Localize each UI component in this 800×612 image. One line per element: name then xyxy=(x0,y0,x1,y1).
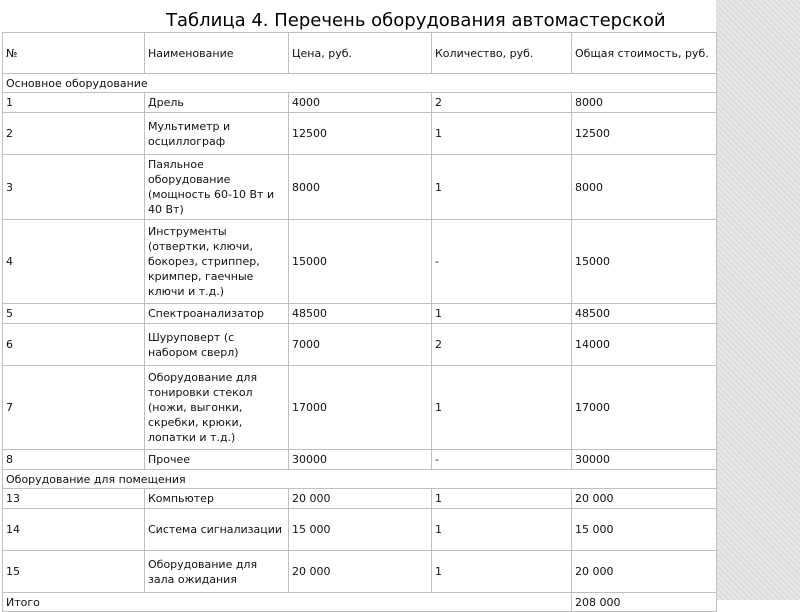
cell-price: 12500 xyxy=(289,113,432,155)
cell-price: 20 000 xyxy=(289,489,432,509)
table-row xyxy=(3,220,717,304)
cell-name: Оборудование для зала ожидания xyxy=(145,551,289,593)
cell-number: 1 xyxy=(3,93,145,113)
cell-quantity: 1 xyxy=(432,551,572,593)
cell-number: 6 xyxy=(3,324,145,366)
cell-number: 7 xyxy=(3,366,145,450)
table-row xyxy=(3,113,717,155)
cell-price: 48500 xyxy=(289,304,432,324)
total-row xyxy=(3,593,717,612)
cell-number: 3 xyxy=(3,155,145,220)
cell-quantity: - xyxy=(432,220,572,304)
side-decoration xyxy=(716,0,800,600)
cell-name: Мультиметр и осциллограф xyxy=(145,113,289,155)
cell-total: 17000 xyxy=(572,366,717,450)
cell-number: 8 xyxy=(3,450,145,470)
cell-name: Компьютер xyxy=(145,489,289,509)
cell-name: Дрель xyxy=(145,93,289,113)
cell-price: 8000 xyxy=(289,155,432,220)
cell-total: 20 000 xyxy=(572,551,717,593)
cell-total: 8000 xyxy=(572,155,717,220)
table-row xyxy=(3,551,717,593)
cell-name: Спектроанализатор xyxy=(145,304,289,324)
cell-total: 8000 xyxy=(572,93,717,113)
table-row xyxy=(3,509,717,551)
section-label-main: Основное оборудование xyxy=(3,74,717,93)
cell-number: 4 xyxy=(3,220,145,304)
cell-total: 14000 xyxy=(572,324,717,366)
cell-number: 15 xyxy=(3,551,145,593)
cell-number: 2 xyxy=(3,113,145,155)
cell-total: 12500 xyxy=(572,113,717,155)
cell-total: 48500 xyxy=(572,304,717,324)
cell-price: 15 000 xyxy=(289,509,432,551)
cell-name: Шуруповерт (с набором сверл) xyxy=(145,324,289,366)
table-row xyxy=(3,324,717,366)
section-label-room: Оборудование для помещения xyxy=(3,470,717,489)
cell-price: 7000 xyxy=(289,324,432,366)
section-row-room xyxy=(3,470,717,489)
cell-price: 20 000 xyxy=(289,551,432,593)
cell-quantity: 1 xyxy=(432,489,572,509)
cell-number: 13 xyxy=(3,489,145,509)
cell-quantity: 1 xyxy=(432,366,572,450)
cell-price: 30000 xyxy=(289,450,432,470)
header-cell-price: Цена, руб. xyxy=(289,33,432,74)
table-header-row xyxy=(3,33,717,74)
cell-total: 15000 xyxy=(572,220,717,304)
total-label: Итого xyxy=(3,593,572,612)
cell-quantity: 2 xyxy=(432,93,572,113)
cell-total: 20 000 xyxy=(572,489,717,509)
cell-quantity: 1 xyxy=(432,113,572,155)
equipment-table xyxy=(2,32,717,612)
cell-price: 4000 xyxy=(289,93,432,113)
header-cell-number: № xyxy=(3,33,145,74)
cell-name: Оборудование для тонировки стекол (ножи, выгонки, скребки, крюки, лопатки и т.д.) xyxy=(145,366,289,450)
section-row-main xyxy=(3,74,717,93)
table-row xyxy=(3,304,717,324)
cell-price: 17000 xyxy=(289,366,432,450)
cell-total: 30000 xyxy=(572,450,717,470)
cell-number: 14 xyxy=(3,509,145,551)
table-row xyxy=(3,366,717,450)
total-value: 208 000 xyxy=(572,593,717,612)
cell-quantity: 1 xyxy=(432,155,572,220)
cell-name: Прочее xyxy=(145,450,289,470)
table-row xyxy=(3,155,717,220)
cell-name: Инструменты (отвертки, ключи, бокорез, стриппер, кримпер, гаечные ключи и т.д.) xyxy=(145,220,289,304)
cell-name: Паяльное оборудование (мощность 60-10 Вт и 40 Вт) xyxy=(145,155,289,220)
cell-quantity: 1 xyxy=(432,509,572,551)
header-cell-name: Наименование xyxy=(145,33,289,74)
page-title: Таблица 4. Перечень оборудования автомастерской xyxy=(166,10,666,31)
cell-name: Система сигнализации xyxy=(145,509,289,551)
header-cell-total: Общая стоимость, руб. xyxy=(572,33,717,74)
cell-price: 15000 xyxy=(289,220,432,304)
table-row xyxy=(3,93,717,113)
cell-quantity: - xyxy=(432,450,572,470)
table-row xyxy=(3,489,717,509)
table-row xyxy=(3,450,717,470)
cell-number: 5 xyxy=(3,304,145,324)
cell-quantity: 1 xyxy=(432,304,572,324)
cell-quantity: 2 xyxy=(432,324,572,366)
cell-total: 15 000 xyxy=(572,509,717,551)
header-cell-quantity: Количество, руб. xyxy=(432,33,572,74)
